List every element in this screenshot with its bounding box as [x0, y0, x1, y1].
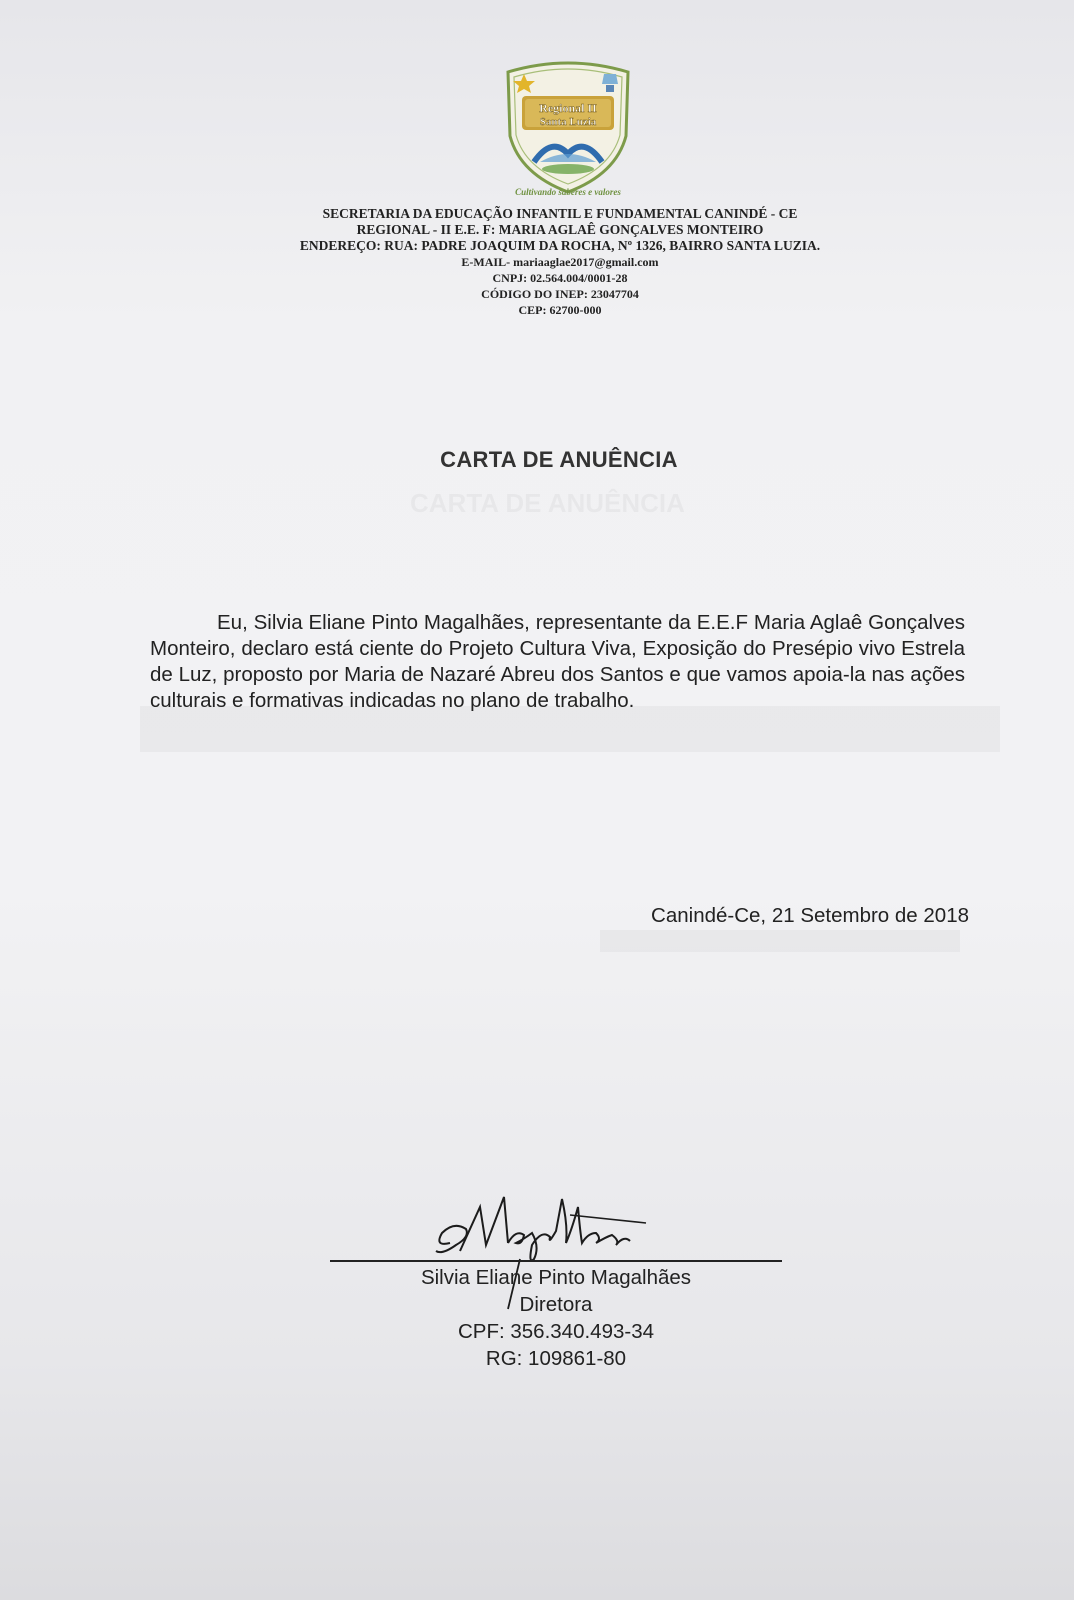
signatory-rg: RG: 109861-80	[485, 1347, 627, 1370]
letterhead	[200, 206, 920, 318]
bleed-through-title	[410, 488, 685, 519]
emblem-banner-line2: Santa Luzia	[539, 116, 597, 128]
emblem-motto: Cultivando saberes e valores	[515, 187, 621, 197]
header-address: ENDEREÇO: RUA: PADRE JOAQUIM DA ROCHA, Nº 1326, BAIRRO SANTA LUZIA.	[299, 238, 821, 253]
signatory-cpf: CPF: 356.340.493-34	[457, 1320, 655, 1343]
emblem-banner-line1: Regional II	[539, 101, 597, 115]
header-cnpj: CNPJ: 02.564.004/0001-28	[492, 271, 628, 285]
school-emblem-logo	[494, 50, 642, 200]
signature-line	[330, 1260, 782, 1262]
bleed-through-date	[600, 930, 960, 952]
letter-body: Eu, Silvia Eliane Pinto Magalhães, representante da E.E.F Maria Aglaê Gonçalves Monteiro, declaro está ciente do Projeto Cultura Viva, Exposição do Presépio vivo Estrela de Luz, proposto por Maria de Nazaré Abreu dos Santos e que vamos apoia-la nas ações culturais e formativas indicadas no plano de trabalho.	[150, 611, 965, 712]
signatory-role: Diretora	[519, 1293, 593, 1316]
signature-block	[330, 1264, 782, 1372]
header-secretaria: SECRETARIA DA EDUCAÇÃO INFANTIL E FUNDAMENTAL CANINDÉ - CE	[322, 206, 798, 221]
header-cep: CEP: 62700-000	[518, 303, 602, 317]
header-school-name: REGIONAL - II E.E. F: MARIA AGLAÊ GONÇALVES MONTEIRO	[356, 222, 764, 237]
header-email: E-MAIL- mariaaglae2017@gmail.com	[461, 255, 659, 269]
header-inep: CÓDIGO DO INEP: 23047704	[481, 287, 639, 301]
document-title: CARTA DE ANUÊNCIA	[440, 447, 678, 472]
signatory-name: Silvia Eliane Pinto Magalhães	[420, 1266, 692, 1289]
letter-date: Canindé-Ce, 21 Setembro de 2018	[651, 904, 969, 927]
